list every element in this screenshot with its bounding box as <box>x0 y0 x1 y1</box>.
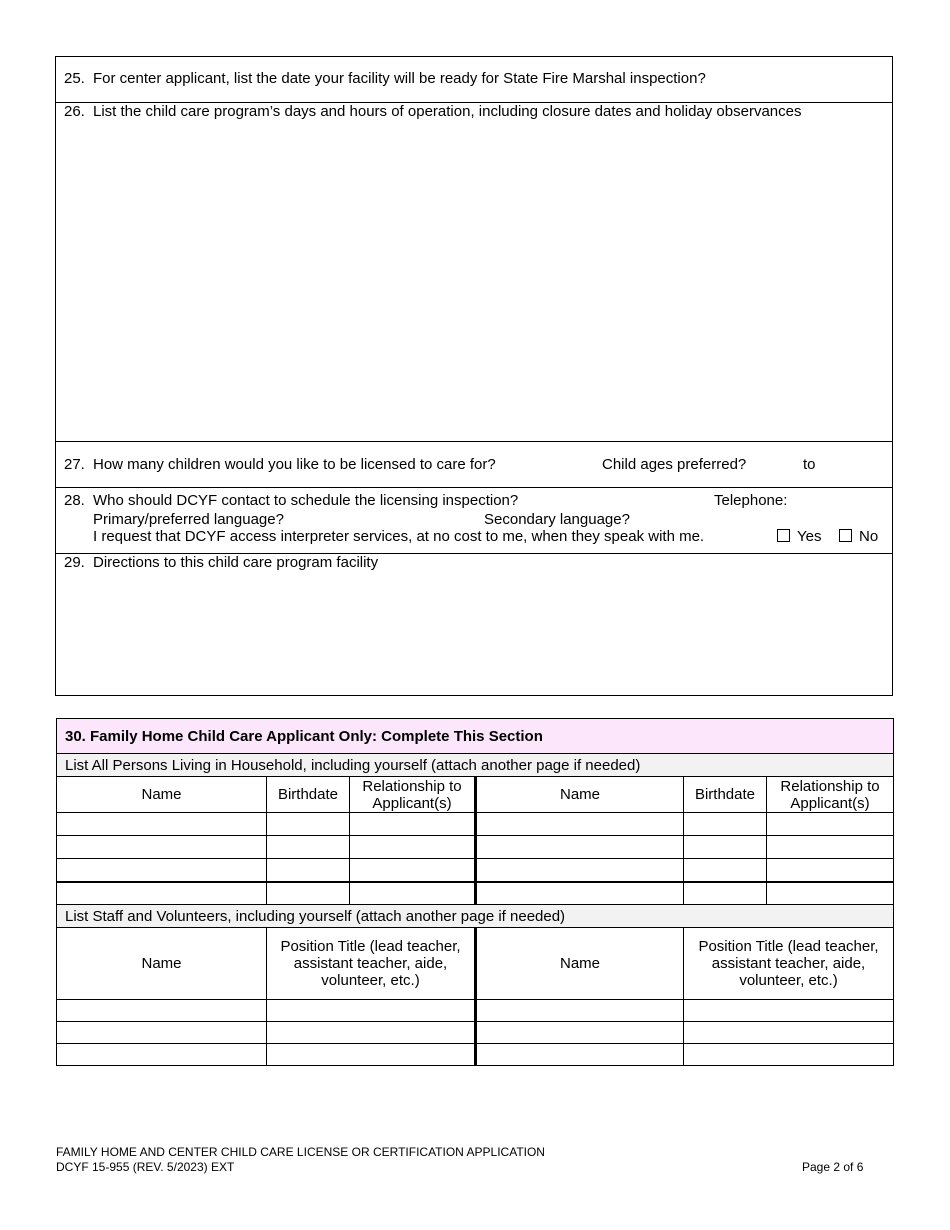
household-label: List All Persons Living in Household, including yourself (attach another page if needed) <box>57 754 894 777</box>
staff-name-header: Name <box>57 928 267 1000</box>
staff-row <box>57 1044 894 1066</box>
staff-position-header: Position Title (lead teacher, assistant teacher, aide, volunteer, etc.) <box>267 928 476 1000</box>
household-row <box>57 882 894 905</box>
child-ages-label: Child ages preferred? <box>602 456 747 473</box>
question-text: For center applicant, list the date your facility will be ready for State Fire Marshal inspection? <box>93 70 706 87</box>
section-30-table <box>56 718 894 1066</box>
birthdate-cell[interactable] <box>684 882 767 905</box>
application-questions <box>55 56 893 696</box>
section-30-title: 30. Family Home Child Care Applicant Only: Complete This Section <box>57 719 894 754</box>
name-cell[interactable] <box>476 1022 684 1044</box>
yes-checkbox[interactable] <box>777 529 790 542</box>
staff-position-header: Position Title (lead teacher, assistant teacher, aide, volunteer, etc.) <box>684 928 894 1000</box>
interpreter-no-option[interactable] <box>839 528 878 545</box>
question-number: 27. <box>64 456 85 473</box>
name-cell[interactable] <box>57 859 267 882</box>
relationship-cell[interactable] <box>350 882 476 905</box>
question-text: How many children would you like to be licensed to care for? <box>93 456 496 473</box>
household-birthdate-header: Birthdate <box>684 777 767 813</box>
name-cell[interactable] <box>57 1022 267 1044</box>
name-cell[interactable] <box>476 813 684 836</box>
question-29[interactable] <box>56 554 892 695</box>
no-label: No <box>859 528 879 545</box>
name-cell[interactable] <box>476 859 684 882</box>
question-number: 28. <box>64 492 85 509</box>
staff-name-header: Name <box>476 928 684 1000</box>
household-name-header: Name <box>476 777 684 813</box>
name-cell[interactable] <box>57 1000 267 1022</box>
position-cell[interactable] <box>267 1044 476 1066</box>
footer-form-title: FAMILY HOME AND CENTER CHILD CARE LICENSE OR CERTIFICATION APPLICATION <box>56 1145 545 1159</box>
yes-label: Yes <box>797 528 822 545</box>
staff-row <box>57 1022 894 1044</box>
household-row <box>57 836 894 859</box>
birthdate-cell[interactable] <box>267 813 350 836</box>
name-cell[interactable] <box>57 1044 267 1066</box>
question-27[interactable] <box>56 442 892 488</box>
name-cell[interactable] <box>57 882 267 905</box>
household-relationship-header: Relationship to Applicant(s) <box>350 777 476 813</box>
relationship-cell[interactable] <box>767 836 894 859</box>
name-cell[interactable] <box>57 836 267 859</box>
secondary-language-label: Secondary language? <box>484 511 630 528</box>
name-cell[interactable] <box>476 1000 684 1022</box>
ages-to-label: to <box>803 456 816 473</box>
birthdate-cell[interactable] <box>684 859 767 882</box>
birthdate-cell[interactable] <box>267 859 350 882</box>
household-row <box>57 859 894 882</box>
staff-row <box>57 1000 894 1022</box>
question-text: Directions to this child care program facility <box>93 554 379 571</box>
position-cell[interactable] <box>267 1000 476 1022</box>
household-birthdate-header: Birthdate <box>267 777 350 813</box>
relationship-cell[interactable] <box>350 813 476 836</box>
name-cell[interactable] <box>476 1044 684 1066</box>
no-checkbox[interactable] <box>839 529 852 542</box>
relationship-cell[interactable] <box>350 859 476 882</box>
name-cell[interactable] <box>57 813 267 836</box>
relationship-cell[interactable] <box>767 859 894 882</box>
name-cell[interactable] <box>476 836 684 859</box>
relationship-cell[interactable] <box>767 813 894 836</box>
question-number: 25. <box>64 70 85 87</box>
question-number: 26. <box>64 103 85 120</box>
position-cell[interactable] <box>684 1044 894 1066</box>
question-25[interactable] <box>56 57 892 103</box>
primary-language-label: Primary/preferred language? <box>93 511 284 528</box>
name-cell[interactable] <box>476 882 684 905</box>
household-relationship-header: Relationship to Applicant(s) <box>767 777 894 813</box>
position-cell[interactable] <box>684 1022 894 1044</box>
question-number: 29. <box>64 554 85 571</box>
birthdate-cell[interactable] <box>684 836 767 859</box>
relationship-cell[interactable] <box>767 882 894 905</box>
question-28[interactable] <box>56 488 892 554</box>
birthdate-cell[interactable] <box>267 882 350 905</box>
household-row <box>57 813 894 836</box>
interpreter-request-text: I request that DCYF access interpreter services, at no cost to me, when they speak with me. <box>93 528 705 545</box>
relationship-cell[interactable] <box>350 836 476 859</box>
question-text: List the child care program’s days and hours of operation, including closure dates and holiday observances <box>93 103 802 120</box>
question-26[interactable] <box>56 103 892 442</box>
position-cell[interactable] <box>684 1000 894 1022</box>
telephone-label: Telephone: <box>714 492 788 509</box>
interpreter-yes-option[interactable] <box>777 528 821 545</box>
position-cell[interactable] <box>267 1022 476 1044</box>
footer-form-id: DCYF 15-955 (REV. 5/2023) EXT <box>56 1160 235 1174</box>
birthdate-cell[interactable] <box>684 813 767 836</box>
birthdate-cell[interactable] <box>267 836 350 859</box>
household-name-header: Name <box>57 777 267 813</box>
question-text: Who should DCYF contact to schedule the licensing inspection? <box>93 492 519 509</box>
staff-label: List Staff and Volunteers, including yourself (attach another page if needed) <box>57 905 894 928</box>
footer-page-number: Page 2 of 6 <box>802 1160 864 1174</box>
